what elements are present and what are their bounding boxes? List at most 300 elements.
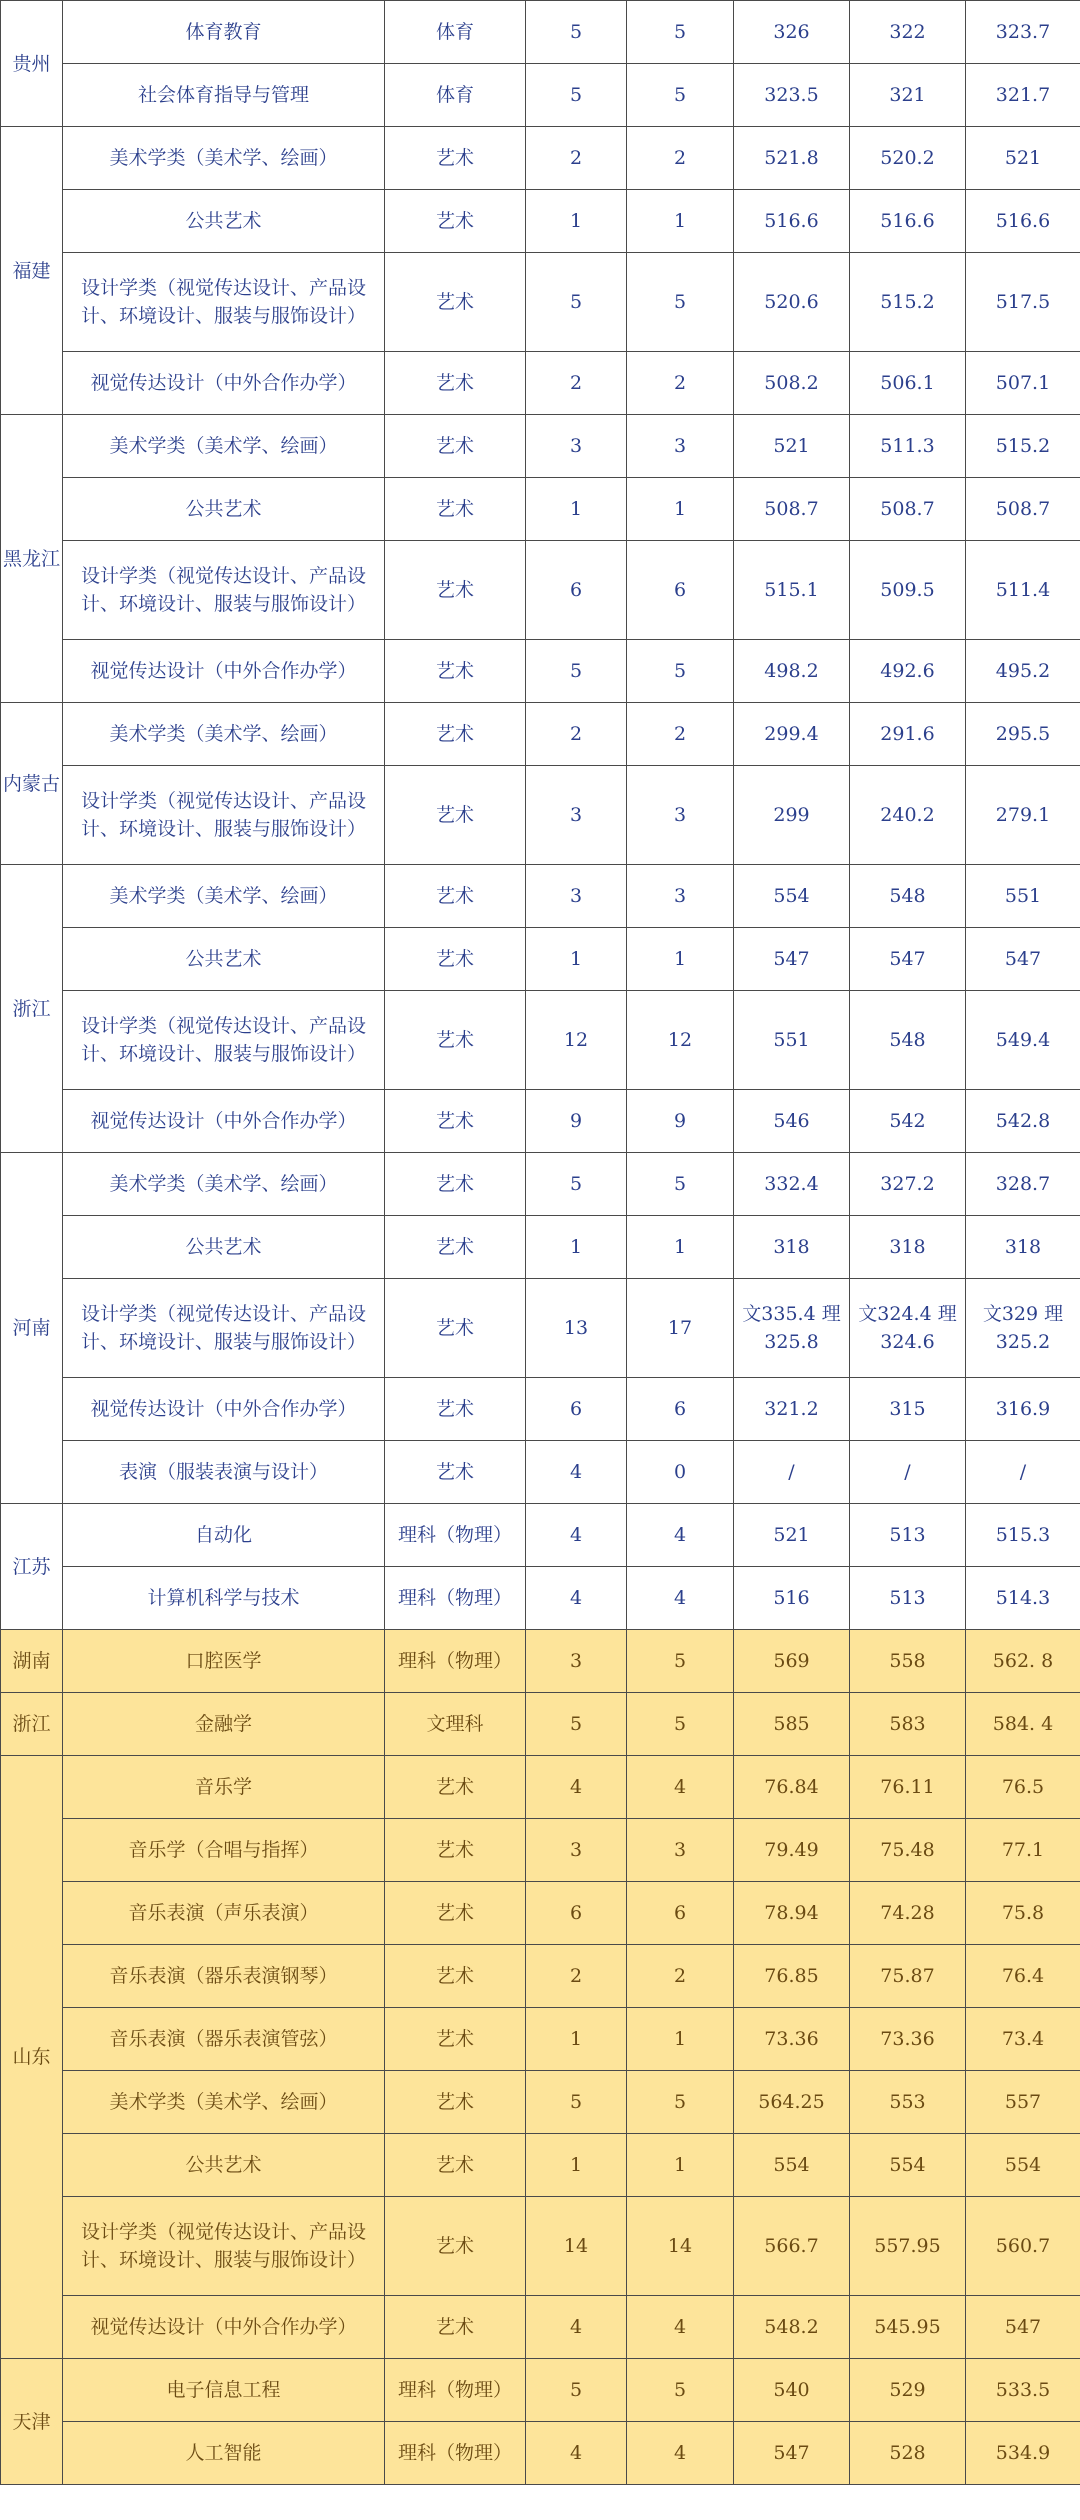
- subject-cell: 艺术: [385, 703, 526, 766]
- min-score-cell: 557.95: [850, 2197, 966, 2296]
- max-score-cell: 文335.4 理325.8: [734, 1279, 850, 1378]
- avg-score-cell: 521: [966, 127, 1080, 190]
- avg-score-cell: 551: [966, 865, 1080, 928]
- plan-count-cell: 2: [526, 1945, 627, 2008]
- major-cell: 设计学类（视觉传达设计、产品设计、环境设计、服装与服饰设计）: [63, 1279, 385, 1378]
- subject-cell: 艺术: [385, 1819, 526, 1882]
- max-score-cell: 551: [734, 991, 850, 1090]
- major-cell: 美术学类（美术学、绘画）: [63, 865, 385, 928]
- subject-cell: 艺术: [385, 352, 526, 415]
- major-cell: 体育教育: [63, 1, 385, 64]
- major-cell: 自动化: [63, 1504, 385, 1567]
- max-score-cell: 546: [734, 1090, 850, 1153]
- subject-cell: 艺术: [385, 1378, 526, 1441]
- major-cell: 设计学类（视觉传达设计、产品设计、环境设计、服装与服饰设计）: [63, 253, 385, 352]
- table-row: [1, 1, 1080, 64]
- plan-count-cell: 4: [526, 1504, 627, 1567]
- table-row: [1, 640, 1080, 703]
- major-cell: 人工智能: [63, 2422, 385, 2485]
- min-score-cell: 76.11: [850, 1756, 966, 1819]
- table-row: [1, 541, 1080, 640]
- admitted-count-cell: 5: [627, 1630, 734, 1693]
- admitted-count-cell: 2: [627, 127, 734, 190]
- min-score-cell: 547: [850, 928, 966, 991]
- max-score-cell: 326: [734, 1, 850, 64]
- major-cell: 公共艺术: [63, 928, 385, 991]
- min-score-cell: 583: [850, 1693, 966, 1756]
- plan-count-cell: 9: [526, 1090, 627, 1153]
- avg-score-cell: 76.4: [966, 1945, 1080, 2008]
- plan-count-cell: 14: [526, 2197, 627, 2296]
- admitted-count-cell: 5: [627, 1693, 734, 1756]
- avg-score-cell: 547: [966, 2296, 1080, 2359]
- max-score-cell: 564.25: [734, 2071, 850, 2134]
- max-score-cell: 547: [734, 2422, 850, 2485]
- major-cell: 公共艺术: [63, 2134, 385, 2197]
- table-row: [1, 2071, 1080, 2134]
- avg-score-cell: 316.9: [966, 1378, 1080, 1441]
- avg-score-cell: 554: [966, 2134, 1080, 2197]
- max-score-cell: 520.6: [734, 253, 850, 352]
- min-score-cell: 558: [850, 1630, 966, 1693]
- avg-score-cell: 511.4: [966, 541, 1080, 640]
- subject-cell: 艺术: [385, 928, 526, 991]
- table-row: [1, 991, 1080, 1090]
- min-score-cell: 315: [850, 1378, 966, 1441]
- min-score-cell: 506.1: [850, 352, 966, 415]
- admitted-count-cell: 4: [627, 1504, 734, 1567]
- max-score-cell: 516.6: [734, 190, 850, 253]
- table-row: [1, 1090, 1080, 1153]
- max-score-cell: 318: [734, 1216, 850, 1279]
- province-cell: 河南: [1, 1153, 63, 1504]
- table-row: [1, 1819, 1080, 1882]
- subject-cell: 理科（物理）: [385, 2359, 526, 2422]
- max-score-cell: 521: [734, 415, 850, 478]
- table-row: [1, 2008, 1080, 2071]
- min-score-cell: 515.2: [850, 253, 966, 352]
- admitted-count-cell: 3: [627, 865, 734, 928]
- subject-cell: 艺术: [385, 1279, 526, 1378]
- min-score-cell: 492.6: [850, 640, 966, 703]
- max-score-cell: 332.4: [734, 1153, 850, 1216]
- subject-cell: 艺术: [385, 865, 526, 928]
- major-cell: 美术学类（美术学、绘画）: [63, 415, 385, 478]
- min-score-cell: 240.2: [850, 766, 966, 865]
- min-score-cell: 548: [850, 865, 966, 928]
- major-cell: 美术学类（美术学、绘画）: [63, 1153, 385, 1216]
- table-row: [1, 1441, 1080, 1504]
- min-score-cell: 554: [850, 2134, 966, 2197]
- table-row: [1, 2359, 1080, 2422]
- major-cell: 公共艺术: [63, 190, 385, 253]
- avg-score-cell: 73.4: [966, 2008, 1080, 2071]
- subject-cell: 艺术: [385, 1441, 526, 1504]
- admitted-count-cell: 1: [627, 2008, 734, 2071]
- table-row: [1, 928, 1080, 991]
- subject-cell: 艺术: [385, 2197, 526, 2296]
- min-score-cell: 528: [850, 2422, 966, 2485]
- admitted-count-cell: 2: [627, 352, 734, 415]
- admitted-count-cell: 4: [627, 2296, 734, 2359]
- major-cell: 音乐学: [63, 1756, 385, 1819]
- admitted-count-cell: 1: [627, 190, 734, 253]
- admitted-count-cell: 1: [627, 1216, 734, 1279]
- subject-cell: 艺术: [385, 541, 526, 640]
- admitted-count-cell: 4: [627, 1567, 734, 1630]
- table-row: [1, 127, 1080, 190]
- table-row: [1, 1504, 1080, 1567]
- admitted-count-cell: 5: [627, 2359, 734, 2422]
- subject-cell: 体育: [385, 1, 526, 64]
- table-row: [1, 1882, 1080, 1945]
- plan-count-cell: 1: [526, 2134, 627, 2197]
- major-cell: 设计学类（视觉传达设计、产品设计、环境设计、服装与服饰设计）: [63, 766, 385, 865]
- major-cell: 美术学类（美术学、绘画）: [63, 703, 385, 766]
- subject-cell: 艺术: [385, 415, 526, 478]
- table-row: [1, 253, 1080, 352]
- avg-score-cell: 文329 理325.2: [966, 1279, 1080, 1378]
- subject-cell: 艺术: [385, 640, 526, 703]
- plan-count-cell: 2: [526, 703, 627, 766]
- subject-cell: 理科（物理）: [385, 2422, 526, 2485]
- subject-cell: 理科（物理）: [385, 1630, 526, 1693]
- avg-score-cell: 279.1: [966, 766, 1080, 865]
- admitted-count-cell: 5: [627, 64, 734, 127]
- max-score-cell: 521: [734, 1504, 850, 1567]
- min-score-cell: 75.48: [850, 1819, 966, 1882]
- major-cell: 视觉传达设计（中外合作办学）: [63, 1378, 385, 1441]
- table-row: [1, 865, 1080, 928]
- province-cell: 江苏: [1, 1504, 63, 1630]
- major-cell: 视觉传达设计（中外合作办学）: [63, 352, 385, 415]
- min-score-cell: 516.6: [850, 190, 966, 253]
- subject-cell: 艺术: [385, 1882, 526, 1945]
- major-cell: 视觉传达设计（中外合作办学）: [63, 2296, 385, 2359]
- table-row: [1, 703, 1080, 766]
- avg-score-cell: 584. 4: [966, 1693, 1080, 1756]
- major-cell: 音乐表演（器乐表演管弦）: [63, 2008, 385, 2071]
- min-score-cell: 542: [850, 1090, 966, 1153]
- avg-score-cell: 508.7: [966, 478, 1080, 541]
- plan-count-cell: 3: [526, 415, 627, 478]
- table-row: [1, 190, 1080, 253]
- plan-count-cell: 6: [526, 1882, 627, 1945]
- max-score-cell: 508.7: [734, 478, 850, 541]
- major-cell: 公共艺术: [63, 478, 385, 541]
- table-row: [1, 1630, 1080, 1693]
- min-score-cell: 75.87: [850, 1945, 966, 2008]
- province-cell: 天津: [1, 2359, 63, 2485]
- subject-cell: 艺术: [385, 127, 526, 190]
- subject-cell: 艺术: [385, 2296, 526, 2359]
- plan-count-cell: 2: [526, 127, 627, 190]
- min-score-cell: 327.2: [850, 1153, 966, 1216]
- plan-count-cell: 3: [526, 1819, 627, 1882]
- avg-score-cell: 549.4: [966, 991, 1080, 1090]
- subject-cell: 艺术: [385, 2071, 526, 2134]
- max-score-cell: 76.84: [734, 1756, 850, 1819]
- avg-score-cell: 323.7: [966, 1, 1080, 64]
- avg-score-cell: 542.8: [966, 1090, 1080, 1153]
- major-cell: 电子信息工程: [63, 2359, 385, 2422]
- table-row: [1, 1945, 1080, 2008]
- max-score-cell: 498.2: [734, 640, 850, 703]
- subject-cell: 艺术: [385, 1090, 526, 1153]
- major-cell: 口腔医学: [63, 1630, 385, 1693]
- avg-score-cell: 76.5: [966, 1756, 1080, 1819]
- avg-score-cell: 295.5: [966, 703, 1080, 766]
- min-score-cell: 74.28: [850, 1882, 966, 1945]
- plan-count-cell: 6: [526, 541, 627, 640]
- major-cell: 设计学类（视觉传达设计、产品设计、环境设计、服装与服饰设计）: [63, 541, 385, 640]
- admitted-count-cell: 9: [627, 1090, 734, 1153]
- plan-count-cell: 5: [526, 2071, 627, 2134]
- major-cell: 视觉传达设计（中外合作办学）: [63, 1090, 385, 1153]
- table-row: [1, 415, 1080, 478]
- min-score-cell: 509.5: [850, 541, 966, 640]
- table-row: [1, 2134, 1080, 2197]
- min-score-cell: /: [850, 1441, 966, 1504]
- min-score-cell: 文324.4 理324.6: [850, 1279, 966, 1378]
- admitted-count-cell: 4: [627, 2422, 734, 2485]
- table-row: [1, 2296, 1080, 2359]
- province-cell: 浙江: [1, 865, 63, 1153]
- admitted-count-cell: 4: [627, 1756, 734, 1819]
- table-row: [1, 352, 1080, 415]
- admitted-count-cell: 12: [627, 991, 734, 1090]
- subject-cell: 理科（物理）: [385, 1504, 526, 1567]
- table-row: [1, 1216, 1080, 1279]
- min-score-cell: 553: [850, 2071, 966, 2134]
- avg-score-cell: 318: [966, 1216, 1080, 1279]
- plan-count-cell: 1: [526, 928, 627, 991]
- avg-score-cell: 562. 8: [966, 1630, 1080, 1693]
- subject-cell: 艺术: [385, 2134, 526, 2197]
- admitted-count-cell: 6: [627, 541, 734, 640]
- admitted-count-cell: 0: [627, 1441, 734, 1504]
- subject-cell: 艺术: [385, 478, 526, 541]
- admitted-count-cell: 3: [627, 415, 734, 478]
- admitted-count-cell: 17: [627, 1279, 734, 1378]
- min-score-cell: 513: [850, 1504, 966, 1567]
- avg-score-cell: 75.8: [966, 1882, 1080, 1945]
- avg-score-cell: 507.1: [966, 352, 1080, 415]
- min-score-cell: 520.2: [850, 127, 966, 190]
- avg-score-cell: 516.6: [966, 190, 1080, 253]
- plan-count-cell: 4: [526, 1567, 627, 1630]
- subject-cell: 艺术: [385, 1216, 526, 1279]
- subject-cell: 艺术: [385, 2008, 526, 2071]
- province-cell: 湖南: [1, 1630, 63, 1693]
- admitted-count-cell: 2: [627, 1945, 734, 2008]
- subject-cell: 文理科: [385, 1693, 526, 1756]
- max-score-cell: 508.2: [734, 352, 850, 415]
- plan-count-cell: 13: [526, 1279, 627, 1378]
- plan-count-cell: 2: [526, 352, 627, 415]
- major-cell: 公共艺术: [63, 1216, 385, 1279]
- max-score-cell: 73.36: [734, 2008, 850, 2071]
- subject-cell: 艺术: [385, 991, 526, 1090]
- table-row: [1, 1279, 1080, 1378]
- table-row: [1, 2422, 1080, 2485]
- max-score-cell: 521.8: [734, 127, 850, 190]
- max-score-cell: 76.85: [734, 1945, 850, 2008]
- table-row: [1, 1693, 1080, 1756]
- major-cell: 美术学类（美术学、绘画）: [63, 2071, 385, 2134]
- min-score-cell: 73.36: [850, 2008, 966, 2071]
- admitted-count-cell: 5: [627, 253, 734, 352]
- table-row: [1, 1153, 1080, 1216]
- plan-count-cell: 3: [526, 1630, 627, 1693]
- avg-score-cell: /: [966, 1441, 1080, 1504]
- table-body: [1, 1, 1080, 2485]
- admitted-count-cell: 3: [627, 766, 734, 865]
- min-score-cell: 318: [850, 1216, 966, 1279]
- max-score-cell: 548.2: [734, 2296, 850, 2359]
- avg-score-cell: 515.3: [966, 1504, 1080, 1567]
- plan-count-cell: 6: [526, 1378, 627, 1441]
- max-score-cell: /: [734, 1441, 850, 1504]
- min-score-cell: 545.95: [850, 2296, 966, 2359]
- avg-score-cell: 328.7: [966, 1153, 1080, 1216]
- min-score-cell: 291.6: [850, 703, 966, 766]
- plan-count-cell: 5: [526, 64, 627, 127]
- plan-count-cell: 1: [526, 1216, 627, 1279]
- admitted-count-cell: 1: [627, 478, 734, 541]
- min-score-cell: 321: [850, 64, 966, 127]
- plan-count-cell: 3: [526, 766, 627, 865]
- plan-count-cell: 5: [526, 1153, 627, 1216]
- min-score-cell: 529: [850, 2359, 966, 2422]
- max-score-cell: 554: [734, 2134, 850, 2197]
- max-score-cell: 516: [734, 1567, 850, 1630]
- max-score-cell: 323.5: [734, 64, 850, 127]
- max-score-cell: 78.94: [734, 1882, 850, 1945]
- major-cell: 音乐学（合唱与指挥）: [63, 1819, 385, 1882]
- plan-count-cell: 5: [526, 1, 627, 64]
- plan-count-cell: 5: [526, 2359, 627, 2422]
- avg-score-cell: 514.3: [966, 1567, 1080, 1630]
- max-score-cell: 79.49: [734, 1819, 850, 1882]
- max-score-cell: 569: [734, 1630, 850, 1693]
- max-score-cell: 515.1: [734, 541, 850, 640]
- min-score-cell: 548: [850, 991, 966, 1090]
- plan-count-cell: 5: [526, 253, 627, 352]
- min-score-cell: 511.3: [850, 415, 966, 478]
- plan-count-cell: 12: [526, 991, 627, 1090]
- major-cell: 表演（服装表演与设计）: [63, 1441, 385, 1504]
- province-cell: 贵州: [1, 1, 63, 127]
- max-score-cell: 321.2: [734, 1378, 850, 1441]
- min-score-cell: 322: [850, 1, 966, 64]
- admitted-count-cell: 2: [627, 703, 734, 766]
- plan-count-cell: 5: [526, 640, 627, 703]
- admitted-count-cell: 1: [627, 2134, 734, 2197]
- admitted-count-cell: 5: [627, 640, 734, 703]
- major-cell: 视觉传达设计（中外合作办学）: [63, 640, 385, 703]
- table-row: [1, 1567, 1080, 1630]
- plan-count-cell: 1: [526, 478, 627, 541]
- avg-score-cell: 547: [966, 928, 1080, 991]
- admitted-count-cell: 6: [627, 1378, 734, 1441]
- plan-count-cell: 1: [526, 190, 627, 253]
- major-cell: 设计学类（视觉传达设计、产品设计、环境设计、服装与服饰设计）: [63, 991, 385, 1090]
- max-score-cell: 566.7: [734, 2197, 850, 2296]
- avg-score-cell: 534.9: [966, 2422, 1080, 2485]
- table-row: [1, 1756, 1080, 1819]
- major-cell: 社会体育指导与管理: [63, 64, 385, 127]
- admitted-count-cell: 6: [627, 1882, 734, 1945]
- major-cell: 音乐表演（器乐表演钢琴）: [63, 1945, 385, 2008]
- plan-count-cell: 1: [526, 2008, 627, 2071]
- plan-count-cell: 4: [526, 2296, 627, 2359]
- plan-count-cell: 4: [526, 1441, 627, 1504]
- avg-score-cell: 560.7: [966, 2197, 1080, 2296]
- avg-score-cell: 495.2: [966, 640, 1080, 703]
- table-row: [1, 766, 1080, 865]
- major-cell: 设计学类（视觉传达设计、产品设计、环境设计、服装与服饰设计）: [63, 2197, 385, 2296]
- plan-count-cell: 4: [526, 1756, 627, 1819]
- admitted-count-cell: 5: [627, 1153, 734, 1216]
- max-score-cell: 299: [734, 766, 850, 865]
- subject-cell: 体育: [385, 64, 526, 127]
- admitted-count-cell: 14: [627, 2197, 734, 2296]
- plan-count-cell: 5: [526, 1693, 627, 1756]
- max-score-cell: 540: [734, 2359, 850, 2422]
- max-score-cell: 299.4: [734, 703, 850, 766]
- max-score-cell: 554: [734, 865, 850, 928]
- province-cell: 浙江: [1, 1693, 63, 1756]
- subject-cell: 艺术: [385, 1756, 526, 1819]
- subject-cell: 理科（物理）: [385, 1567, 526, 1630]
- max-score-cell: 585: [734, 1693, 850, 1756]
- major-cell: 计算机科学与技术: [63, 1567, 385, 1630]
- major-cell: 美术学类（美术学、绘画）: [63, 127, 385, 190]
- avg-score-cell: 533.5: [966, 2359, 1080, 2422]
- major-cell: 金融学: [63, 1693, 385, 1756]
- subject-cell: 艺术: [385, 253, 526, 352]
- table-row: [1, 478, 1080, 541]
- admitted-count-cell: 5: [627, 2071, 734, 2134]
- plan-count-cell: 3: [526, 865, 627, 928]
- table-row: [1, 1378, 1080, 1441]
- subject-cell: 艺术: [385, 766, 526, 865]
- subject-cell: 艺术: [385, 1945, 526, 2008]
- min-score-cell: 508.7: [850, 478, 966, 541]
- max-score-cell: 547: [734, 928, 850, 991]
- province-cell: 黑龙江: [1, 415, 63, 703]
- avg-score-cell: 321.7: [966, 64, 1080, 127]
- table-row: [1, 2197, 1080, 2296]
- province-cell: 内蒙古: [1, 703, 63, 865]
- avg-score-cell: 557: [966, 2071, 1080, 2134]
- table-row: [1, 64, 1080, 127]
- avg-score-cell: 515.2: [966, 415, 1080, 478]
- avg-score-cell: 517.5: [966, 253, 1080, 352]
- major-cell: 音乐表演（声乐表演）: [63, 1882, 385, 1945]
- province-cell: 福建: [1, 127, 63, 415]
- subject-cell: 艺术: [385, 190, 526, 253]
- admitted-count-cell: 3: [627, 1819, 734, 1882]
- province-cell: 山东: [1, 1756, 63, 2359]
- plan-count-cell: 4: [526, 2422, 627, 2485]
- subject-cell: 艺术: [385, 1153, 526, 1216]
- min-score-cell: 513: [850, 1567, 966, 1630]
- avg-score-cell: 77.1: [966, 1819, 1080, 1882]
- admitted-count-cell: 1: [627, 928, 734, 991]
- admitted-count-cell: 5: [627, 1, 734, 64]
